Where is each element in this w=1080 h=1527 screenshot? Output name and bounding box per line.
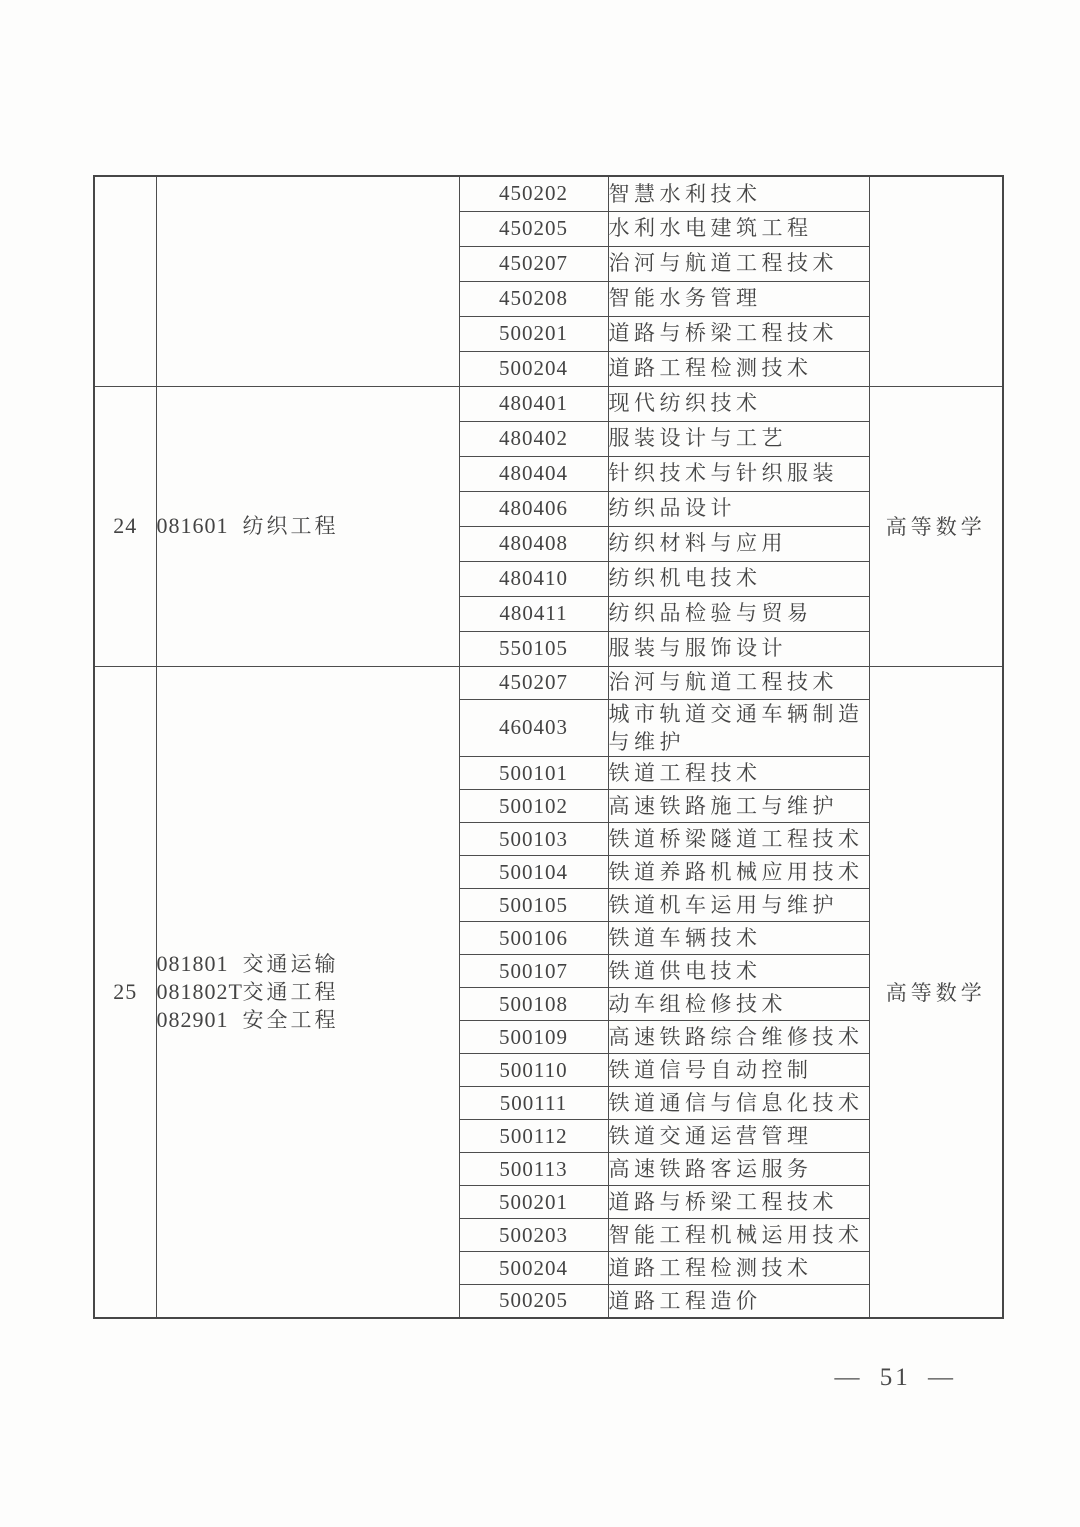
major-code: 081601 [156,513,229,538]
sub-major-code-cell: 450207 [459,666,608,699]
sub-major-name-cell: 现代纺织技术 [608,386,869,421]
sub-major-name-cell: 治河与航道工程技术 [608,666,869,699]
sub-major-code-cell: 500204 [459,1252,608,1285]
sub-major-name-cell: 纺织材料与应用 [608,526,869,561]
sub-major-code-cell: 500104 [459,856,608,889]
group-seq-cell: 25 [94,666,156,1318]
major-line [157,978,459,1006]
sub-major-code-cell: 500204 [459,351,608,386]
sub-major-code-cell: 500113 [459,1153,608,1186]
sub-major-name-cell: 服装与服饰设计 [608,631,869,666]
sub-major-code-cell: 500201 [459,1186,608,1219]
sub-major-code-cell: 550105 [459,631,608,666]
sub-major-code-cell: 500102 [459,790,608,823]
sub-major-name-cell: 铁道供电技术 [608,955,869,988]
table-row [94,176,1003,211]
sub-major-code-cell: 450208 [459,281,608,316]
exam-subject-cell [869,176,1003,386]
sub-major-name-cell: 智慧水利技术 [608,176,869,211]
major-code: 081801 [156,950,229,976]
sub-major-code-cell: 480408 [459,526,608,561]
sub-major-code-cell: 480411 [459,596,608,631]
sub-major-name-cell: 铁道工程技术 [608,757,869,790]
sub-major-name-cell: 智能水务管理 [608,281,869,316]
major-name: 纺织工程 [242,514,339,538]
sub-major-name-cell: 铁道信号自动控制 [608,1054,869,1087]
sub-major-code-cell: 450207 [459,246,608,281]
sub-major-name-cell: 道路工程检测技术 [608,351,869,386]
sub-major-name-cell: 道路与桥梁工程技术 [608,316,869,351]
group-seq-cell: 24 [94,386,156,666]
sub-major-code-cell: 500205 [459,1285,608,1318]
sub-major-name-cell: 动车组检修技术 [608,988,869,1021]
sub-major-code-cell: 500101 [459,757,608,790]
group-major-cell [156,666,459,1318]
major-line [157,512,459,540]
exam-subject-cell: 高等数学 [869,666,1003,1318]
sub-major-name-cell: 针织技术与针织服装 [608,456,869,491]
sub-major-code-cell: 500106 [459,922,608,955]
sub-major-name-cell: 高速铁路客运服务 [608,1153,869,1186]
sub-major-code-cell: 450202 [459,176,608,211]
sub-major-code-cell: 480410 [459,561,608,596]
sub-major-code-cell: 500110 [459,1054,608,1087]
sub-major-code-cell: 450205 [459,211,608,246]
sub-major-name-cell: 铁道机车运用与维护 [608,889,869,922]
sub-major-name-cell: 纺织品检验与贸易 [608,596,869,631]
table-row [94,386,1003,421]
table-row [94,666,1003,699]
sub-major-name-cell: 铁道通信与信息化技术 [608,1087,869,1120]
major-line [157,1006,459,1034]
group-major-cell [156,176,459,386]
exam-subject-cell: 高等数学 [869,386,1003,666]
major-name: 安全工程 [242,1007,339,1032]
sub-major-name-cell: 铁道桥梁隧道工程技术 [608,823,869,856]
sub-major-code-cell: 500111 [459,1087,608,1120]
sub-major-name-cell: 服装设计与工艺 [608,421,869,456]
page-number: — 51 — [834,1364,956,1391]
sub-major-name-cell: 铁道车辆技术 [608,922,869,955]
sub-major-name-cell: 道路工程检测技术 [608,1252,869,1285]
majors-exam-subject-table [93,175,1004,1319]
major-code: 081802T [156,978,243,1004]
sub-major-code-cell: 500109 [459,1021,608,1054]
sub-major-name-cell: 道路与桥梁工程技术 [608,1186,869,1219]
sub-major-name-cell: 铁道交通运营管理 [608,1120,869,1153]
majors-table-body [94,176,1003,1318]
major-name: 交通工程 [242,979,339,1004]
group-seq-cell [94,176,156,386]
sub-major-name-cell: 纺织品设计 [608,491,869,526]
sub-major-name-cell: 高速铁路施工与维护 [608,790,869,823]
major-line [157,950,459,978]
sub-major-name-cell: 智能工程机械运用技术 [608,1219,869,1252]
sub-major-name-cell: 城市轨道交通车辆制造与维护 [608,699,869,757]
sub-major-name-cell: 高速铁路综合维修技术 [608,1021,869,1054]
sub-major-name-cell: 水利水电建筑工程 [608,211,869,246]
sub-major-code-cell: 500201 [459,316,608,351]
sub-major-code-cell: 500203 [459,1219,608,1252]
sub-major-code-cell: 500108 [459,988,608,1021]
group-major-cell [156,386,459,666]
sub-major-code-cell: 480402 [459,421,608,456]
major-name: 交通运输 [242,951,339,976]
major-code: 082901 [156,1006,229,1032]
sub-major-name-cell: 治河与航道工程技术 [608,246,869,281]
sub-major-code-cell: 500103 [459,823,608,856]
sub-major-code-cell: 480401 [459,386,608,421]
sub-major-code-cell: 500105 [459,889,608,922]
sub-major-code-cell: 500112 [459,1120,608,1153]
sub-major-code-cell: 460403 [459,699,608,757]
sub-major-code-cell: 500107 [459,955,608,988]
sub-major-name-cell: 纺织机电技术 [608,561,869,596]
sub-major-code-cell: 480406 [459,491,608,526]
sub-major-name-cell: 铁道养路机械应用技术 [608,856,869,889]
sub-major-name-cell: 道路工程造价 [608,1285,869,1318]
sub-major-code-cell: 480404 [459,456,608,491]
